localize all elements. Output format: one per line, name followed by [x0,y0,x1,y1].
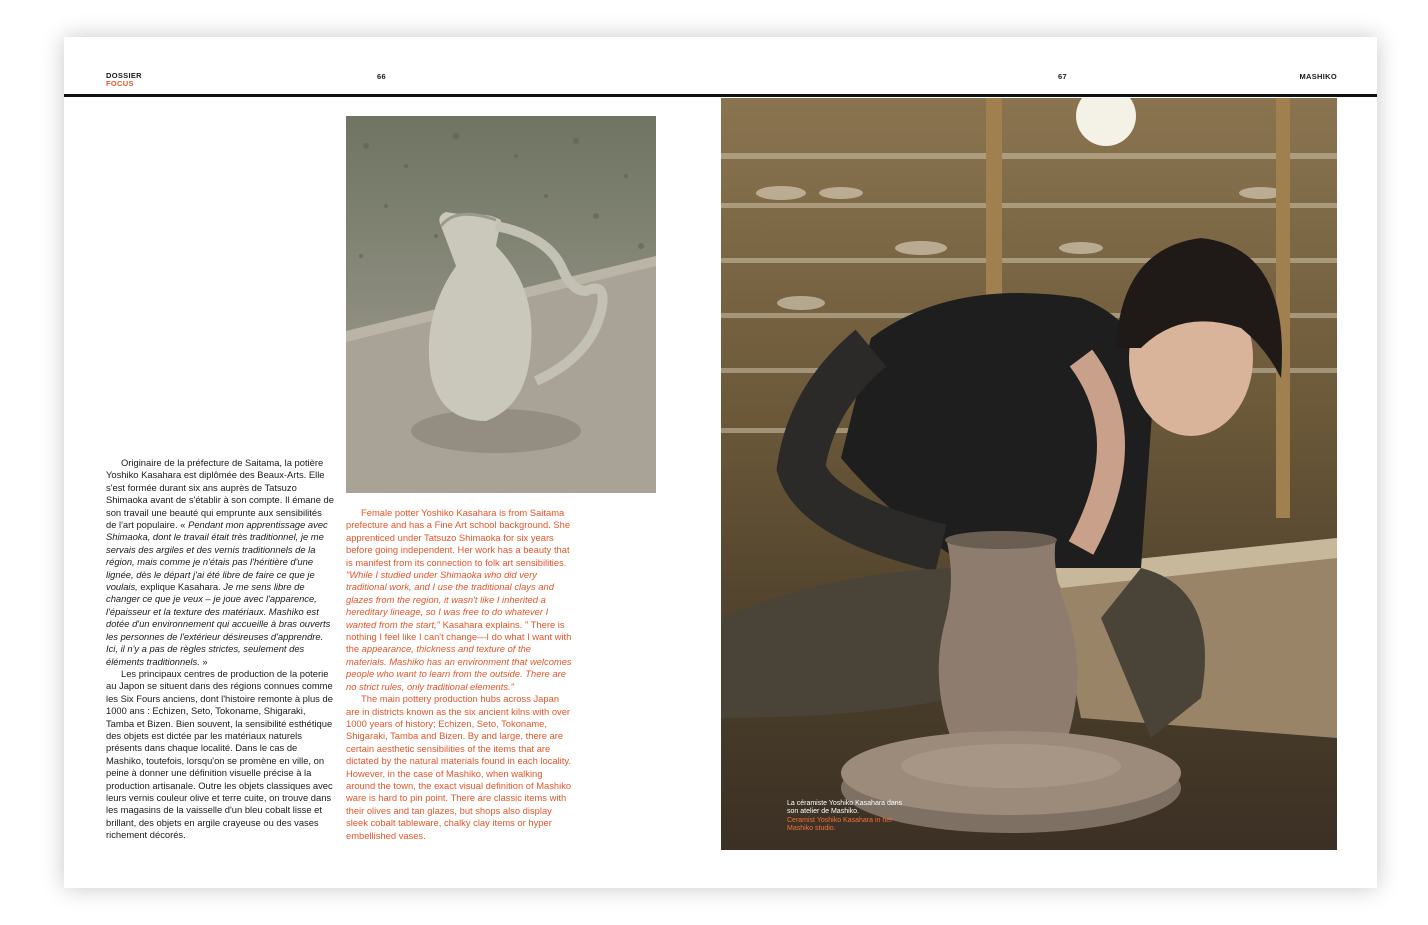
potter-photo [721,98,1337,850]
pitcher-photo [346,116,656,493]
caption-en: Ceramist Yoshiko Kasahara in her Mashiko studio. [787,816,893,833]
header-rule [64,94,1377,97]
english-p1-attribution: Kasahara explains. " There is nothing I feel like I can't change—I do what I want with the [346,618,572,655]
french-p1-attribution: explique Kasahara. [137,581,224,593]
english-p1-quote-1: "While I studied under Shimaoka who did very traditional work, and I use the traditional clays and glazes from the region, it wasn't like I inherited a hereditary lineage, so I was free to do whatever I wanted from the start," [346,569,554,630]
english-paragraph-1 [346,507,574,693]
section-title: DOSSIER [106,71,142,80]
english-column [346,507,574,842]
french-p1-text: Originaire de la préfecture de Saitama, la potière Yoshiko Kasahara est diplômée des Beaux-Arts. Elle s'est formée durant six ans auprès de Tatsuzo Shimaoka avant de s'établir à son compte. Il émane de son travail une beauté qui emprunte aux sensibilités de l'art populaire. « [106,457,334,531]
english-p1-quote-2: appearance, thickness and texture of the materials. Mashiko has an environment that welcomes people who want to learn from the outside. There are no strict rules, only traditional elements." [346,643,572,692]
french-column [106,457,334,842]
page-number-right: 67 [1058,72,1067,81]
french-paragraph-1 [106,457,334,668]
running-title: MASHIKO [1299,72,1337,81]
subsection-title: FOCUS [106,79,134,88]
section-label [106,72,142,88]
magazine-spread [64,37,1377,888]
photo-caption [787,800,907,834]
french-paragraph-2: Les principaux centres de production de la poterie au Japon se situent dans des régions connues comme les Six Fours anciens, dont l'histoire remonte à plus de 1000 ans : Echizen, Seto, Tokoname, Shigaraki, Tamba et Bizen. Bien souvent, la sensibilité esthétique des objets est dictée par les matériaux naturels présents dans chaque localité. Dans le cas de Mashiko, toutefois, lorsqu'on se promène en ville, on peine à donner une définition visuelle précise à la production artisanale. Outre les objets classiques avec leurs vernis couleur olive et terre cuite, on trouve dans les magasins de la vaisselle d'un bleu cobalt lisse et brillant, des objets en argile crayeuse ou des vases richement décorés. [106,667,333,841]
page-number-left: 66 [377,72,386,81]
caption-fr: La céramiste Yoshiko Kasahara dans son atelier de Mashiko. [787,800,903,816]
english-paragraph-2: The main pottery production hubs across Japan are in districts known as the six ancient kilns with over 1000 years of history; Echizen, Seto, Tokoname, Shigaraki, Tamba and Bizen. By and large, there are certain aesthetic sensibilities of the items that are dictated by the natural materials found in each locality. However, in the case of Mashiko, when walking around the town, the exact visual definition of Mashiko ware is hard to pin point. There are classic items with their olives and tan glazes, but shops also display sleek cobalt tableware, chalky clay items or hyper embellished vases. [346,693,572,841]
potter-illustration [721,98,1337,850]
pitcher-illustration [346,116,656,493]
french-p1-close: » [199,655,208,667]
french-p1-quote-2: Je me sens libre de changer ce que je veux – je joue avec l'apparence, l'épaisseur et la texture des matériaux. Mashiko est dotée d'un environnement qui accueille à bras ouverts les personnes de l'extérieur désireuses d'apprendre. Ici, il n'y a pas de règles strictes, seulement des éléments traditionnels. [106,581,331,667]
english-p1-text: Female potter Yoshiko Kasahara is from Saitama prefecture and has a Fine Art school background. She apprenticed under Tatsuzo Shimaoka for six years before going independent. Her work has a beauty that is manifest from its connection to folk art sensibilities. [346,507,571,568]
french-p1-quote-1: Pendant mon apprentissage avec Shimaoka, dont le travail était très traditionnel, je me servais des argiles et des vernis traditionnels de la région, mais comme je n'étais pas l'héritière d'une lignée, dès le départ j'ai été libre de faire ce que je voulais, [106,519,328,593]
